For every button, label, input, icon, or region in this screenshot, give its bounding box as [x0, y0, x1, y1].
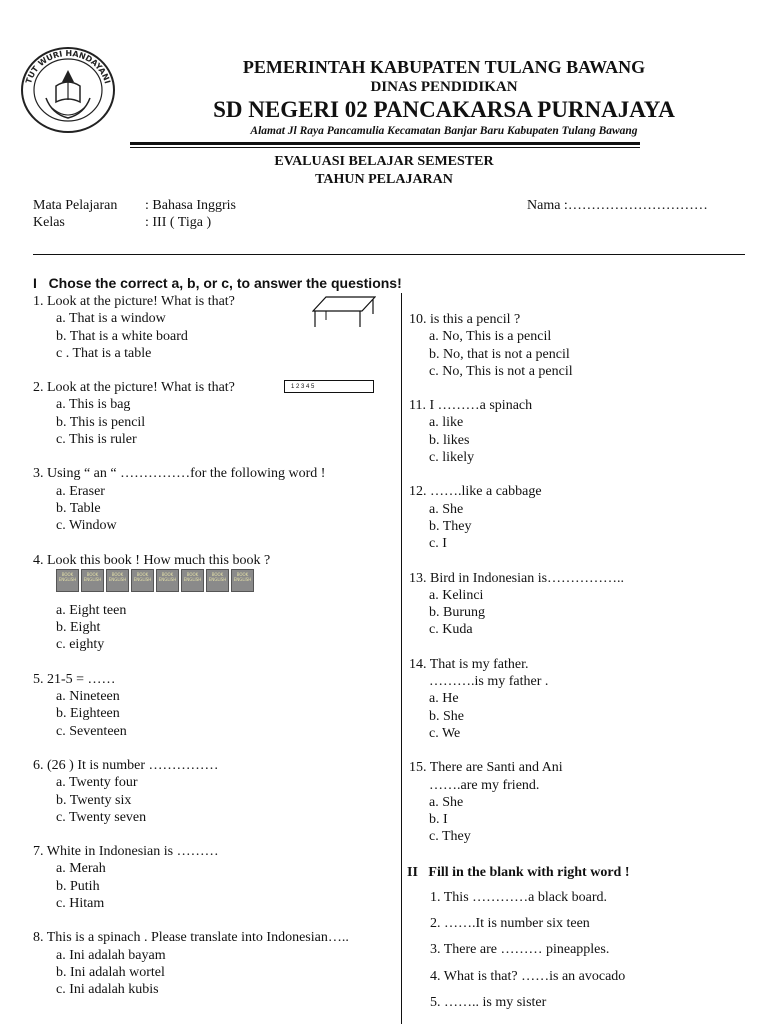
- fill-item-5: 5. …….. is my sister: [430, 994, 547, 1010]
- answer-option: b. She: [429, 708, 464, 724]
- question-14: [409, 656, 759, 742]
- question-stem: 4. Look this book ! How much this book ?: [33, 552, 271, 568]
- question-stem: 2. Look at the picture! What is that?: [33, 380, 235, 396]
- book-icon: BOOK ENGLISH: [106, 569, 129, 592]
- header-government: PEMERINTAH KABUPATEN TULANG BAWANG: [242, 57, 646, 77]
- question-stem: 12. …….like a cabbage: [409, 484, 542, 500]
- question-4: [33, 552, 398, 654]
- question-stem: 3. Using “ an “ ……………for the following word !: [33, 466, 326, 482]
- question-3: [33, 465, 398, 534]
- book-icon: BOOK ENGLISH: [231, 569, 254, 592]
- header-address: Alamat Jl Raya Pancamulia Kecamatan Banjar Baru Kabupaten Tulang Bawang: [250, 125, 638, 137]
- section1-title: [33, 275, 402, 291]
- answer-option: c. eighty: [56, 637, 105, 653]
- answer-option: a. She: [429, 794, 464, 810]
- book-icon: BOOK ENGLISH: [81, 569, 104, 592]
- meta-divider: [33, 254, 745, 255]
- answer-option: a. like: [429, 415, 464, 431]
- answer-option: b. Burung: [429, 605, 485, 621]
- answer-option: b. No, that is not a pencil: [429, 346, 570, 362]
- answer-option: c. Twenty seven: [56, 809, 147, 825]
- answer-option: b. This is pencil: [56, 414, 146, 430]
- name-field: Nama :…………………………: [527, 198, 708, 213]
- exam-year: TAHUN PELAJARAN: [315, 172, 453, 187]
- header-department: DINAS PENDIDIKAN: [370, 79, 518, 95]
- exam-title: EVALUASI BELAJAR SEMESTER: [274, 154, 494, 169]
- section2-text: Fill in the blank with right word !: [428, 865, 630, 880]
- question-stem: 11. I ………a spinach: [409, 398, 533, 414]
- answer-option: c. Kuda: [429, 622, 473, 638]
- answer-option: c. We: [429, 725, 461, 741]
- question-5: [33, 671, 398, 740]
- question-stem: 6. (26 ) It is number ……………: [33, 757, 219, 773]
- question-stem: 8. This is a spinach . Please translate into Indonesian…..: [33, 930, 349, 946]
- question-15: [409, 759, 759, 845]
- answer-option: c. Hitam: [56, 896, 105, 912]
- header-rule-thick: [130, 142, 640, 145]
- question-13: [409, 570, 759, 639]
- answer-option: c. Seventeen: [56, 723, 127, 739]
- answer-option: a. Kelinci: [429, 587, 484, 603]
- answer-option: ……….is my father .: [429, 674, 549, 690]
- answer-option: b. likes: [429, 432, 470, 448]
- answer-option: …….are my friend.: [429, 777, 540, 793]
- answer-option: c. They: [429, 829, 471, 845]
- question-stem: 7. White in Indonesian is ………: [33, 844, 219, 860]
- answer-option: c. Ini adalah kubis: [56, 982, 159, 998]
- fill-item-3: 3. There are ……… pineapples.: [430, 942, 610, 958]
- question-11: [409, 397, 759, 466]
- class-value: : III ( Tiga ): [145, 215, 212, 230]
- question-8: [33, 929, 398, 998]
- answer-option: a. Nineteen: [56, 689, 120, 705]
- subject-label: Mata Pelajaran: [33, 198, 118, 213]
- answer-option: b. They: [429, 518, 472, 534]
- right-question-column: [409, 311, 759, 846]
- answer-option: b. Eight: [56, 620, 101, 636]
- section1-text: Chose the correct a, b, or c, to answer the questions!: [48, 275, 402, 291]
- answer-option: b. Eighteen: [56, 706, 120, 722]
- question-1: [33, 293, 398, 362]
- answer-option: c . That is a table: [56, 345, 152, 361]
- class-label: Kelas: [33, 215, 65, 230]
- answer-option: b. I: [429, 812, 448, 828]
- logo-motto: TUT WURI HANDAYANI: [24, 48, 112, 85]
- answer-option: a. This is bag: [56, 397, 131, 413]
- header-rule-thin: [130, 147, 640, 148]
- answer-option: c. No, This is not a pencil: [429, 363, 573, 379]
- fill-item-4: 4. What is that? ……is an avocado: [430, 968, 626, 984]
- answer-option: b. Putih: [56, 878, 100, 894]
- answer-option: a. Eight teen: [56, 602, 127, 618]
- answer-option: a. That is a window: [56, 311, 166, 327]
- book-icon: BOOK ENGLISH: [56, 569, 79, 592]
- fill-in-list: [430, 890, 760, 1021]
- question-stem: 1. Look at the picture! What is that?: [33, 294, 235, 309]
- book-icon: BOOK ENGLISH: [206, 569, 229, 592]
- question-stem: 14. That is my father.: [409, 656, 529, 672]
- fill-item-2: 2. …….It is number six teen: [430, 916, 590, 932]
- question-6: [33, 757, 398, 826]
- question-stem: 15. There are Santi and Ani: [409, 760, 563, 776]
- book-icon: BOOK ENGLISH: [131, 569, 154, 592]
- answer-option: a. Merah: [56, 861, 106, 877]
- book-icon: BOOK ENGLISH: [181, 569, 204, 592]
- subject-value: : Bahasa Inggris: [145, 198, 236, 213]
- answer-option: b. Table: [56, 500, 101, 516]
- answer-option: a. She: [429, 501, 464, 517]
- answer-option: b. Twenty six: [56, 792, 132, 808]
- answer-option: b. That is a white board: [56, 328, 188, 344]
- answer-option: a. Ini adalah bayam: [56, 947, 166, 963]
- section1-number: I: [33, 275, 37, 291]
- answer-option: a. Eraser: [56, 483, 105, 499]
- question-12: [409, 483, 759, 552]
- answer-option: b. Ini adalah wortel: [56, 964, 165, 980]
- column-divider: [401, 293, 402, 1024]
- left-question-column: [33, 293, 398, 999]
- answer-option: c. likely: [429, 450, 475, 466]
- fill-item-1: 1. This …………a black board.: [430, 890, 608, 905]
- question-7: [33, 843, 398, 912]
- question-stem: 10. is this a pencil ?: [409, 312, 521, 327]
- question-2: [33, 379, 398, 448]
- answer-option: a. Twenty four: [56, 775, 138, 791]
- question-stem: 5. 21-5 = ……: [33, 671, 116, 687]
- answer-option: a. He: [429, 691, 459, 707]
- answer-option: c. I: [429, 536, 447, 552]
- section2-title: [407, 865, 630, 881]
- ruler-icon: 1 2 3 4 5: [284, 380, 374, 393]
- answer-option: a. No, This is a pencil: [429, 329, 552, 345]
- question-stem: 13. Bird in Indonesian is……………..: [409, 570, 625, 586]
- question-10: [409, 311, 759, 380]
- header-school-name: SD NEGERI 02 PANCAKARSA PURNAJAYA: [213, 97, 675, 122]
- book-icon: BOOK ENGLISH: [156, 569, 179, 592]
- answer-option: c. This is ruler: [56, 432, 137, 448]
- section2-number: II: [407, 865, 418, 880]
- answer-option: c. Window: [56, 518, 117, 534]
